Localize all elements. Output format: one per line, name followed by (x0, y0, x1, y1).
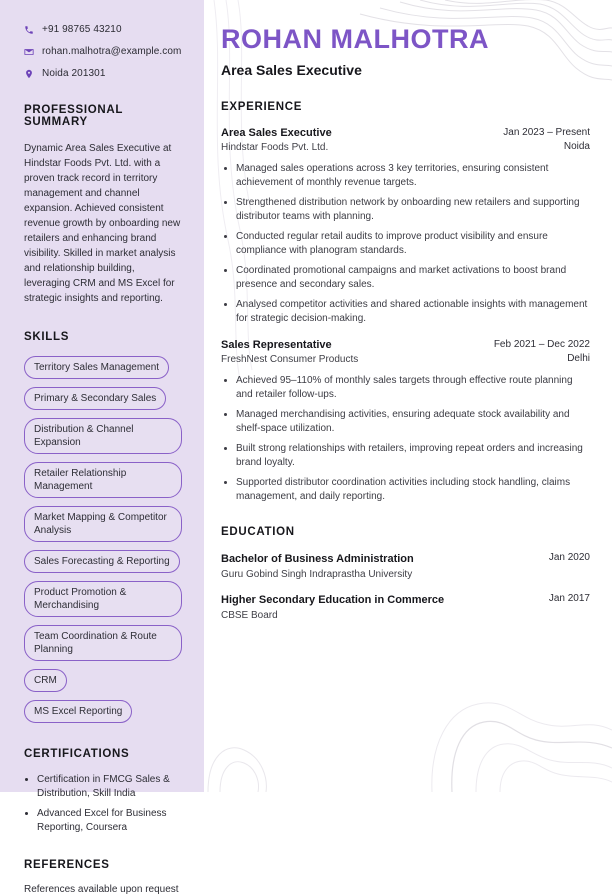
skill-pill: Team Coordination & Route Planning (24, 625, 182, 661)
phone-number: +91 98765 43210 (42, 24, 122, 35)
skill-pill: Sales Forecasting & Reporting (24, 550, 180, 573)
education-school: Guru Gobind Singh Indraprastha University (221, 569, 413, 580)
job-date-range: Jan 2023 – Present (503, 127, 590, 138)
skills-section-title: SKILLS (24, 331, 70, 343)
sidebar (0, 0, 204, 895)
job-bullet-list (221, 162, 590, 325)
job-location: Noida (563, 141, 590, 152)
education-degree: Bachelor of Business Administration (221, 553, 414, 565)
skill-pill: Distribution & Channel Expansion (24, 418, 182, 454)
map-pin-icon (24, 69, 34, 79)
references-text: References available upon request (24, 884, 179, 895)
contact-phone-row (24, 24, 182, 35)
references-section-title: REFERENCES (24, 859, 110, 871)
skill-pill: Product Promotion & Merchandising (24, 581, 182, 617)
job-title: Area Sales Executive (221, 127, 332, 139)
job-title: Sales Representative (221, 339, 332, 351)
job-company: FreshNest Consumer Products (221, 354, 359, 365)
skill-pill: Market Mapping & Competitor Analysis (24, 506, 182, 542)
location-text: Noida 201301 (42, 68, 106, 79)
summary-section-title: PROFESSIONAL SUMMARY (24, 104, 123, 128)
experience-entry (221, 127, 590, 325)
job-bullet-list (221, 374, 590, 503)
job-bullet: • Analysed competitor activities and shared actionable insights with management for strategic decision-making. (236, 298, 590, 325)
summary-text: Dynamic Area Sales Executive at Hindstar Foods Pvt. Ltd. with a proven track record in territory management and channel expansion. Achieved consistent revenue growth by onboarding new retailers and enhancing brand visibility. Skilled in market analysis and relationship building, leveraging CRM and MS Excel for strategic insights and reporting. (24, 143, 181, 304)
certification-item: • Certification in FMCG Sales & Distribution, Skill India (37, 773, 182, 800)
envelope-icon (24, 47, 34, 57)
job-bullet: • Achieved 95–110% of monthly sales targets through effective route planning and retailer follow-ups. (236, 374, 590, 401)
education-entry (221, 593, 590, 621)
job-date-range: Feb 2021 – Dec 2022 (493, 339, 590, 350)
job-bullet: • Managed merchandising activities, ensuring adequate stock availability and shelf-space utilization. (236, 408, 590, 435)
certifications-section-title: CERTIFICATIONS (24, 748, 130, 760)
skills-list (24, 356, 182, 723)
education-entry (221, 552, 590, 580)
skill-pill: MS Excel Reporting (24, 700, 132, 723)
skill-pill: Primary & Secondary Sales (24, 387, 166, 410)
skill-pill: Retailer Relationship Management (24, 462, 182, 498)
job-bullet: • Built strong relationships with retailers, improving repeat orders and increasing brand loyalty. (236, 442, 590, 469)
education-section-title: EDUCATION (221, 526, 295, 538)
job-location: Delhi (567, 353, 590, 364)
certification-item: • Advanced Excel for Business Reporting, Coursera (37, 807, 182, 834)
phone-icon (24, 25, 34, 35)
education-degree: Higher Secondary Education in Commerce (221, 594, 445, 606)
person-role: Area Sales Executive (221, 62, 362, 78)
contact-location-row (24, 68, 182, 79)
job-bullet: • Coordinated promotional campaigns and market activations to boost brand presence and secondary sales. (236, 264, 590, 291)
skill-pill: CRM (24, 669, 67, 692)
job-bullet: • Strengthened distribution network by onboarding new retailers and supporting distributor teams with planning. (236, 196, 590, 223)
main-content (204, 0, 612, 792)
email-address: rohan.malhotra@example.com (42, 46, 182, 57)
certifications-list (24, 773, 182, 834)
person-name: ROHAN MALHOTRA (221, 24, 489, 54)
job-company: Hindstar Foods Pvt. Ltd. (221, 142, 329, 153)
education-date: Jan 2017 (548, 593, 590, 604)
job-bullet: • Conducted regular retail audits to improve product visibility and ensure compliance with planogram standards. (236, 230, 590, 257)
experience-entry (221, 339, 590, 503)
job-bullet: • Supported distributor coordination activities including stock handling, claims management, and daily reporting. (236, 476, 590, 503)
job-bullet: • Managed sales operations across 3 key territories, ensuring consistent achievement of monthly revenue targets. (236, 162, 590, 189)
education-date: Jan 2020 (548, 552, 590, 563)
education-school: CBSE Board (221, 610, 278, 621)
skill-pill: Territory Sales Management (24, 356, 169, 379)
experience-section-title: EXPERIENCE (221, 101, 303, 113)
contact-email-row (24, 46, 182, 57)
